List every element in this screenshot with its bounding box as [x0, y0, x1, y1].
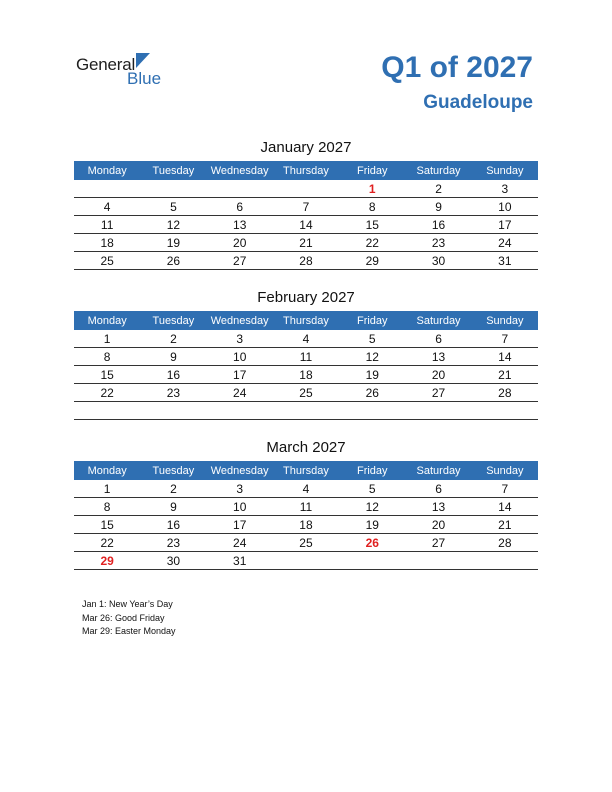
weekday-header: Tuesday: [140, 161, 206, 180]
day-cell: 30: [140, 552, 206, 570]
month-title: February 2027: [257, 289, 355, 306]
day-cell: 23: [140, 534, 206, 552]
day-cell: 10: [207, 348, 273, 366]
day-cell: 28: [273, 252, 339, 270]
day-cell: 11: [74, 216, 140, 234]
holiday-note: Mar 29: Easter Monday: [82, 626, 176, 636]
day-cell: 18: [74, 234, 140, 252]
week-row: [74, 348, 538, 366]
day-cell: 25: [74, 252, 140, 270]
day-cell: 23: [405, 234, 471, 252]
weekday-header: Saturday: [405, 311, 471, 330]
day-cell: [405, 552, 471, 570]
day-cell: 19: [339, 516, 405, 534]
day-cell: 13: [207, 216, 273, 234]
weekday-header: Saturday: [405, 161, 471, 180]
day-cell: 24: [472, 234, 538, 252]
day-cell: 18: [273, 366, 339, 384]
weekday-header: Sunday: [472, 311, 538, 330]
day-cell: 6: [405, 480, 471, 498]
week-row: [74, 498, 538, 516]
day-cell: 22: [74, 384, 140, 402]
weekday-header: Sunday: [472, 161, 538, 180]
day-cell: 27: [405, 534, 471, 552]
week-row: [74, 516, 538, 534]
day-cell: [339, 402, 405, 420]
day-cell: 7: [273, 198, 339, 216]
day-cell: 27: [405, 384, 471, 402]
day-cell: 31: [207, 552, 273, 570]
logo-blue-text: Blue: [127, 69, 162, 88]
month-january: [74, 139, 538, 270]
day-cell: 5: [339, 480, 405, 498]
day-cell: 14: [472, 498, 538, 516]
week-row: [74, 252, 538, 270]
day-cell: 12: [339, 498, 405, 516]
day-cell: 7: [472, 330, 538, 348]
weekday-header: Monday: [74, 161, 140, 180]
day-cell: [273, 552, 339, 570]
day-cell: 11: [273, 498, 339, 516]
weekday-header: Wednesday: [207, 161, 273, 180]
weekday-header: Wednesday: [207, 311, 273, 330]
day-cell: 7: [472, 480, 538, 498]
day-cell: 9: [140, 348, 206, 366]
day-cell: 29: [339, 252, 405, 270]
day-cell: 19: [339, 366, 405, 384]
month-title: January 2027: [260, 139, 352, 156]
week-row: [74, 180, 538, 198]
day-cell: 30: [405, 252, 471, 270]
day-cell: 14: [273, 216, 339, 234]
day-cell: 19: [140, 234, 206, 252]
day-cell: [273, 402, 339, 420]
week-row: [74, 366, 538, 384]
day-cell: 4: [273, 330, 339, 348]
day-cell: 16: [140, 516, 206, 534]
week-row: [74, 216, 538, 234]
day-cell: 20: [207, 234, 273, 252]
weekday-header: Thursday: [273, 311, 339, 330]
week-row: [74, 198, 538, 216]
day-cell: 21: [273, 234, 339, 252]
day-cell: 13: [405, 348, 471, 366]
week-row: [74, 402, 538, 420]
day-cell: [74, 402, 140, 420]
day-cell: 20: [405, 516, 471, 534]
day-cell: 16: [140, 366, 206, 384]
day-cell: 28: [472, 384, 538, 402]
day-cell: 31: [472, 252, 538, 270]
day-cell: 3: [207, 480, 273, 498]
day-cell: 29: [74, 552, 140, 570]
day-cell: 15: [74, 516, 140, 534]
day-cell: 3: [207, 330, 273, 348]
day-cell: 26: [339, 534, 405, 552]
day-cell: 5: [140, 198, 206, 216]
day-cell: 21: [472, 516, 538, 534]
day-cell: 9: [405, 198, 471, 216]
day-cell: 8: [74, 498, 140, 516]
weekday-header: Friday: [339, 161, 405, 180]
holiday-notes: [82, 598, 176, 639]
day-cell: 17: [472, 216, 538, 234]
day-cell: 26: [140, 252, 206, 270]
day-cell: 4: [273, 480, 339, 498]
day-cell: 13: [405, 498, 471, 516]
weekday-header: Tuesday: [140, 311, 206, 330]
day-cell: [207, 402, 273, 420]
week-row: [74, 534, 538, 552]
day-cell: 22: [339, 234, 405, 252]
day-cell: 10: [472, 198, 538, 216]
day-cell: 2: [140, 480, 206, 498]
day-cell: 28: [472, 534, 538, 552]
day-cell: [339, 552, 405, 570]
day-cell: [273, 180, 339, 198]
week-row: [74, 234, 538, 252]
logo-flag-icon: [136, 53, 150, 68]
generalblue-logo: [76, 52, 176, 88]
day-cell: 18: [273, 516, 339, 534]
day-cell: 1: [74, 480, 140, 498]
calendar-table: [74, 161, 538, 270]
day-cell: 1: [339, 180, 405, 198]
weekday-header: Tuesday: [140, 461, 206, 480]
day-cell: 11: [273, 348, 339, 366]
day-cell: 25: [273, 534, 339, 552]
day-cell: 16: [405, 216, 471, 234]
day-cell: 24: [207, 534, 273, 552]
weekday-header: Monday: [74, 461, 140, 480]
day-cell: 23: [140, 384, 206, 402]
day-cell: 3: [472, 180, 538, 198]
day-cell: 17: [207, 516, 273, 534]
day-cell: 6: [405, 330, 471, 348]
weekday-header: Monday: [74, 311, 140, 330]
day-cell: 12: [339, 348, 405, 366]
day-cell: 9: [140, 498, 206, 516]
day-cell: 20: [405, 366, 471, 384]
month-march: [74, 439, 538, 570]
day-cell: 12: [140, 216, 206, 234]
day-cell: 15: [339, 216, 405, 234]
week-row: [74, 384, 538, 402]
day-cell: 24: [207, 384, 273, 402]
day-cell: 2: [140, 330, 206, 348]
day-cell: 10: [207, 498, 273, 516]
day-cell: 5: [339, 330, 405, 348]
day-cell: [472, 552, 538, 570]
day-cell: [140, 180, 206, 198]
weekday-header: Wednesday: [207, 461, 273, 480]
day-cell: 22: [74, 534, 140, 552]
weekday-header: Thursday: [273, 161, 339, 180]
day-cell: 21: [472, 366, 538, 384]
week-row: [74, 480, 538, 498]
day-cell: 25: [273, 384, 339, 402]
week-row: [74, 552, 538, 570]
calendar-table: [74, 461, 538, 570]
month-title: March 2027: [266, 439, 346, 456]
day-cell: 8: [339, 198, 405, 216]
calendar-table: [74, 311, 538, 420]
day-cell: [207, 180, 273, 198]
region-title: Guadeloupe: [423, 92, 533, 113]
week-row: [74, 330, 538, 348]
day-cell: [472, 402, 538, 420]
day-cell: 27: [207, 252, 273, 270]
day-cell: 17: [207, 366, 273, 384]
day-cell: 4: [74, 198, 140, 216]
day-cell: 14: [472, 348, 538, 366]
weekday-header: Friday: [339, 311, 405, 330]
day-cell: 26: [339, 384, 405, 402]
holiday-note: Jan 1: New Year’s Day: [82, 599, 173, 609]
day-cell: [405, 402, 471, 420]
logo-general-text: General: [76, 55, 136, 74]
weekday-header: Sunday: [472, 461, 538, 480]
month-february: [74, 289, 538, 420]
day-cell: [140, 402, 206, 420]
day-cell: [74, 180, 140, 198]
page-title: Q1 of 2027: [381, 51, 533, 84]
day-cell: 1: [74, 330, 140, 348]
day-cell: 2: [405, 180, 471, 198]
weekday-header: Thursday: [273, 461, 339, 480]
weekday-header: Friday: [339, 461, 405, 480]
holiday-note: Mar 26: Good Friday: [82, 612, 165, 623]
day-cell: 15: [74, 366, 140, 384]
day-cell: 6: [207, 198, 273, 216]
weekday-header: Saturday: [405, 461, 471, 480]
day-cell: 8: [74, 348, 140, 366]
